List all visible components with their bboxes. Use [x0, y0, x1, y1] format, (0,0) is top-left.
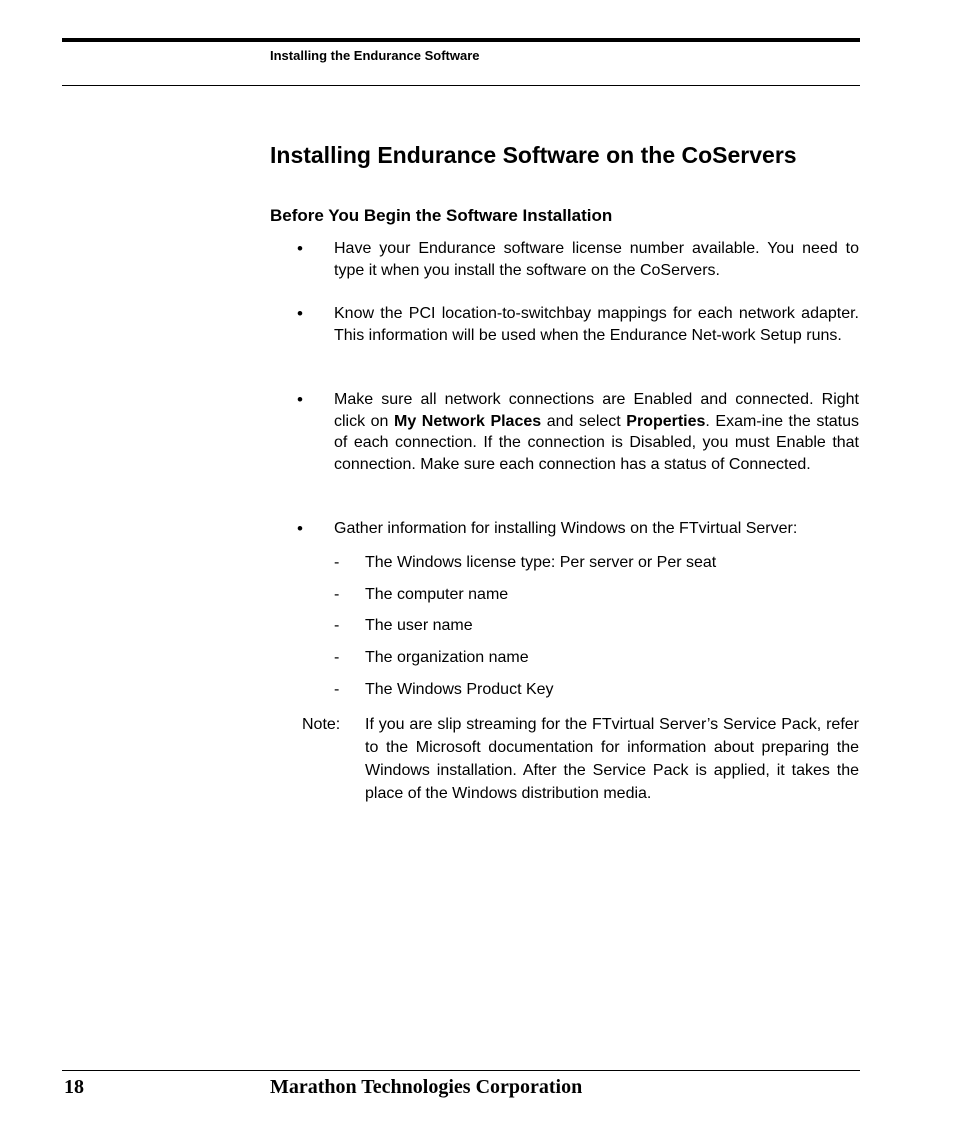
- header-rule-thick: [62, 38, 860, 42]
- subitem-computer-name: [334, 584, 859, 605]
- bullet-text: Know the PCI location-to-switchbay mappings for each network adapter. This information will be used when the Endurance Net-work Setup runs.: [334, 305, 859, 344]
- note-label: Note:: [302, 716, 341, 733]
- my-network-places-term: My Network Places: [394, 412, 542, 430]
- bullet-text: Gather information for installing Windows on the FTvirtual Server:: [334, 520, 798, 537]
- bullet-mark: •: [297, 390, 303, 409]
- bullet-text-part: Make sure all network connections are Enabled and connected. Right click on: [334, 391, 859, 430]
- bullet-text-part: and select: [541, 412, 627, 430]
- subitem-product-key: [334, 679, 859, 700]
- note-block: [302, 713, 859, 805]
- bullet-network-connections: [297, 389, 859, 475]
- bullet-license-number: [297, 238, 859, 281]
- header-rule-thin: [62, 85, 860, 86]
- page-number: 18: [64, 1076, 84, 1098]
- dash-mark: -: [334, 586, 340, 603]
- dash-mark: -: [334, 554, 340, 571]
- section-title: Installing Endurance Software on the CoServers: [270, 142, 797, 168]
- subitem-text: The user name: [365, 617, 473, 634]
- bullet-mark: •: [297, 239, 303, 258]
- footer-rule: [62, 1070, 860, 1071]
- bullet-pci-mappings: [297, 303, 859, 346]
- bullet-mark: •: [297, 519, 303, 538]
- bullet-gather-info: [297, 518, 859, 540]
- bullet-text-part: . Exam-ine the status of each connection. If the connection is Disabled, you must Enable that connection. Make sure each connection has a status of Connected.: [334, 412, 860, 473]
- dash-mark: -: [334, 681, 340, 698]
- bullet-text: Have your Endurance software license number available. You need to type it when you install the software on the CoServers.: [334, 240, 859, 279]
- subitem-text: The Windows license type: Per server or Per seat: [365, 554, 717, 571]
- bullet-text: [334, 389, 859, 475]
- properties-term: Properties: [626, 412, 706, 430]
- footer-company: Marathon Technologies Corporation: [270, 1076, 583, 1098]
- subitem-text: The computer name: [365, 586, 509, 603]
- subitem-text: The Windows Product Key: [365, 681, 554, 698]
- section-subtitle: Before You Begin the Software Installation: [270, 206, 613, 225]
- subitem-organization-name: [334, 647, 859, 668]
- dash-mark: -: [334, 649, 340, 666]
- dash-mark: -: [334, 617, 340, 634]
- running-header: Installing the Endurance Software: [270, 48, 480, 63]
- note-text: If you are slip streaming for the FTvirtual Server’s Service Pack, refer to the Microsoft documentation for information about preparing the Windows installation. After the Service Pack is applied, it takes the place of the Windows distribution media.: [365, 716, 859, 802]
- subitem-text: The organization name: [365, 649, 529, 666]
- bullet-mark: •: [297, 304, 303, 323]
- subitem-user-name: [334, 615, 859, 636]
- subitem-license-type: [334, 552, 859, 573]
